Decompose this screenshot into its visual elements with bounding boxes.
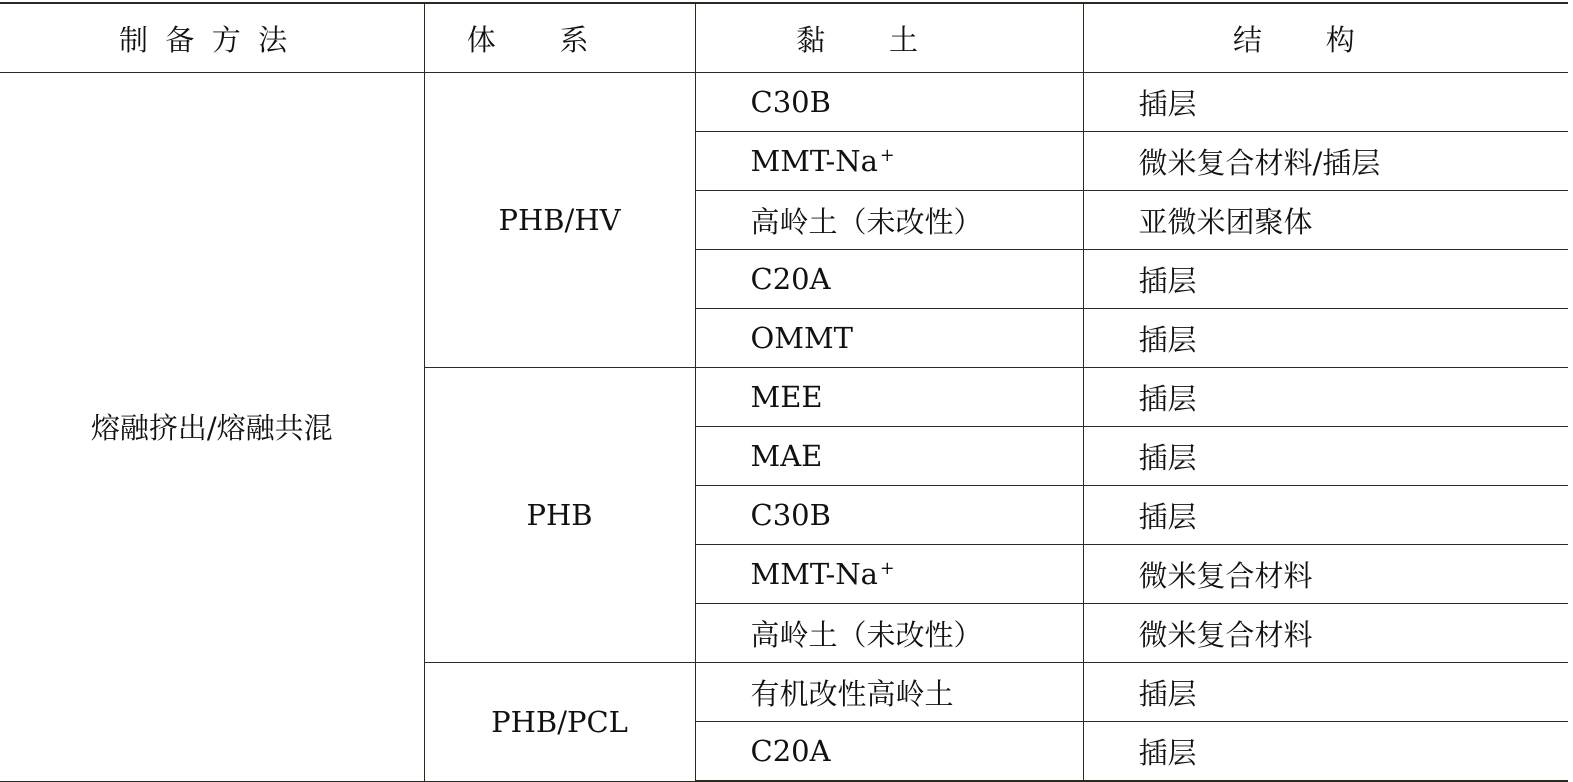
structure-cell: 插层 [1083,663,1568,722]
structure-cell: 微米复合材料/插层 [1083,132,1568,191]
header-method: 制备方法 [0,3,424,73]
clay-cell [695,545,1083,604]
charge-superscript: + [879,145,895,166]
structure-cell: 亚微米团聚体 [1083,191,1568,250]
clay-cell [695,132,1083,191]
structure-cell: 插层 [1083,486,1568,545]
structure-cell: 插层 [1083,722,1568,782]
system-cell: PHB/PCL [424,663,695,782]
clay-cell: 高岭土（未改性） [695,191,1083,250]
header-structure: 结构 [1083,3,1568,73]
table-row [0,73,1568,132]
structure-cell: 插层 [1083,73,1568,132]
structure-cell: 微米复合材料 [1083,545,1568,604]
clay-cell: 有机改性高岭土 [695,663,1083,722]
header-row [0,3,1568,73]
clay-text: MMT-Na [750,557,878,591]
system-cell: PHB/HV [424,73,695,368]
clay-cell: OMMT [695,309,1083,368]
clay-cell: MAE [695,427,1083,486]
system-cell: PHB [424,368,695,663]
header-system: 体系 [424,3,695,73]
method-cell: 熔融挤出/熔融共混 [0,73,424,782]
clay-cell: C30B [695,73,1083,132]
structure-cell: 插层 [1083,309,1568,368]
header-clay: 黏土 [695,3,1083,73]
clay-cell: C20A [695,722,1083,782]
clay-cell: C20A [695,250,1083,309]
structure-cell: 插层 [1083,368,1568,427]
clay-cell: MEE [695,368,1083,427]
structure-cell: 插层 [1083,250,1568,309]
structure-cell: 插层 [1083,427,1568,486]
clay-text: MMT-Na [750,144,878,178]
clay-cell: C30B [695,486,1083,545]
clay-cell: 高岭土（未改性） [695,604,1083,663]
data-table [0,2,1568,782]
charge-superscript: + [879,558,895,579]
structure-cell: 微米复合材料 [1083,604,1568,663]
